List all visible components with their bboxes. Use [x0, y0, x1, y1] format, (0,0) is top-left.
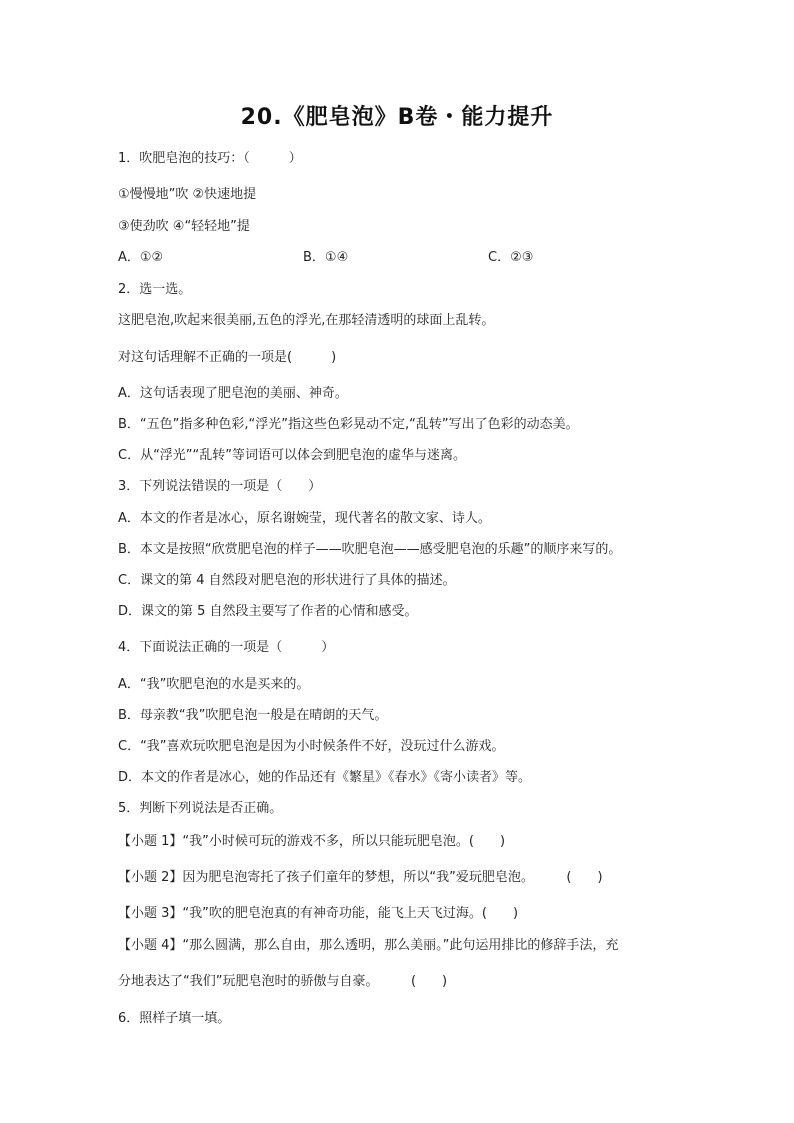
question-3-option-a: A．本文的作者是冰心，原名谢婉莹，现代著名的散文家、诗人。 — [118, 511, 491, 526]
question-4-option-a: A．“我”吹肥皂泡的水是买来的。 — [118, 677, 310, 692]
question-1-choice-line-2: ③使劲吹 ④“轻轻地”提 — [118, 219, 250, 234]
question-3-option-b: B．本文是按照“欣赏肥皂泡的样子——吹肥皂泡——感受肥皂泡的乐趣”的顺序来写的。 — [118, 542, 622, 557]
question-3-option-d: D．课文的第 5 自然段主要写了作者的心情和感受。 — [118, 604, 418, 619]
question-4-option-c: C．“我”喜欢玩吹肥皂泡是因为小时候条件不好，没玩过什么游戏。 — [118, 739, 505, 754]
question-4-stem: 4．下面说法正确的一项是（ ） — [118, 640, 335, 655]
question-5-subitem-4-line-2: 分地表达了“我们”玩肥皂泡时的骄傲与自豪。 ( ) — [118, 974, 448, 989]
question-1-option-b: B．①④ — [303, 250, 349, 265]
question-2-stem: 2．选一选。 — [118, 282, 192, 297]
question-2-option-a: A．这句话表现了肥皂泡的美丽、神奇。 — [118, 386, 348, 401]
question-4-option-d: D．本文的作者是冰心，她的作品还有《繁星》《春水》《寄小读者》等。 — [118, 770, 532, 785]
question-5-stem: 5．判断下列说法是否正确。 — [118, 801, 283, 816]
question-3-option-c: C．课文的第 4 自然段对肥皂泡的形状进行了具体的描述。 — [118, 573, 456, 588]
question-4-option-b: B．母亲教“我”吹肥皂泡一般是在晴朗的天气。 — [118, 708, 388, 723]
question-5-subitem-3: 【小题 3】“我”吹的肥皂泡真的有神奇功能，能飞上天飞过海。( ) — [118, 906, 519, 921]
page-title: 20.《肥皂泡》B卷・能力提升 — [240, 105, 554, 130]
question-5-subitem-4-line-1: 【小题 4】“那么圆满，那么自由，那么透明，那么美丽。”此句运用排比的修辞手法，充 — [118, 938, 619, 953]
question-2-ask: 对这句话理解不正确的一项是( ) — [118, 350, 337, 365]
question-5-subitem-2: 【小题 2】因为肥皂泡寄托了孩子们童年的梦想，所以“我”爱玩肥皂泡。 ( ) — [118, 870, 603, 885]
question-2-sentence: 这肥皂泡,吹起来很美丽,五色的浮光,在那轻清透明的球面上乱转。 — [118, 313, 495, 328]
question-2-option-c: C．从“浮光”“乱转”等词语可以体会到肥皂泡的虚华与迷离。 — [118, 448, 467, 463]
question-6-stem: 6．照样子填一填。 — [118, 1011, 231, 1026]
question-1-choice-line-1: ①慢慢地”吹 ②快速地提 — [118, 187, 257, 202]
question-2-option-b: B．“五色”指多种色彩,“浮光”指这些色彩晃动不定,“乱转”写出了色彩的动态美。 — [118, 417, 579, 432]
question-1-stem: 1．吹肥皂泡的技巧：（ ） — [118, 151, 302, 166]
question-1-option-a: A．①② — [118, 250, 164, 265]
question-1-option-c: C．②③ — [488, 250, 534, 265]
question-3-stem: 3．下列说法错误的一项是（ ） — [118, 479, 322, 494]
question-5-subitem-1: 【小题 1】“我”小时候可玩的游戏不多，所以只能玩肥皂泡。( ) — [118, 834, 506, 849]
